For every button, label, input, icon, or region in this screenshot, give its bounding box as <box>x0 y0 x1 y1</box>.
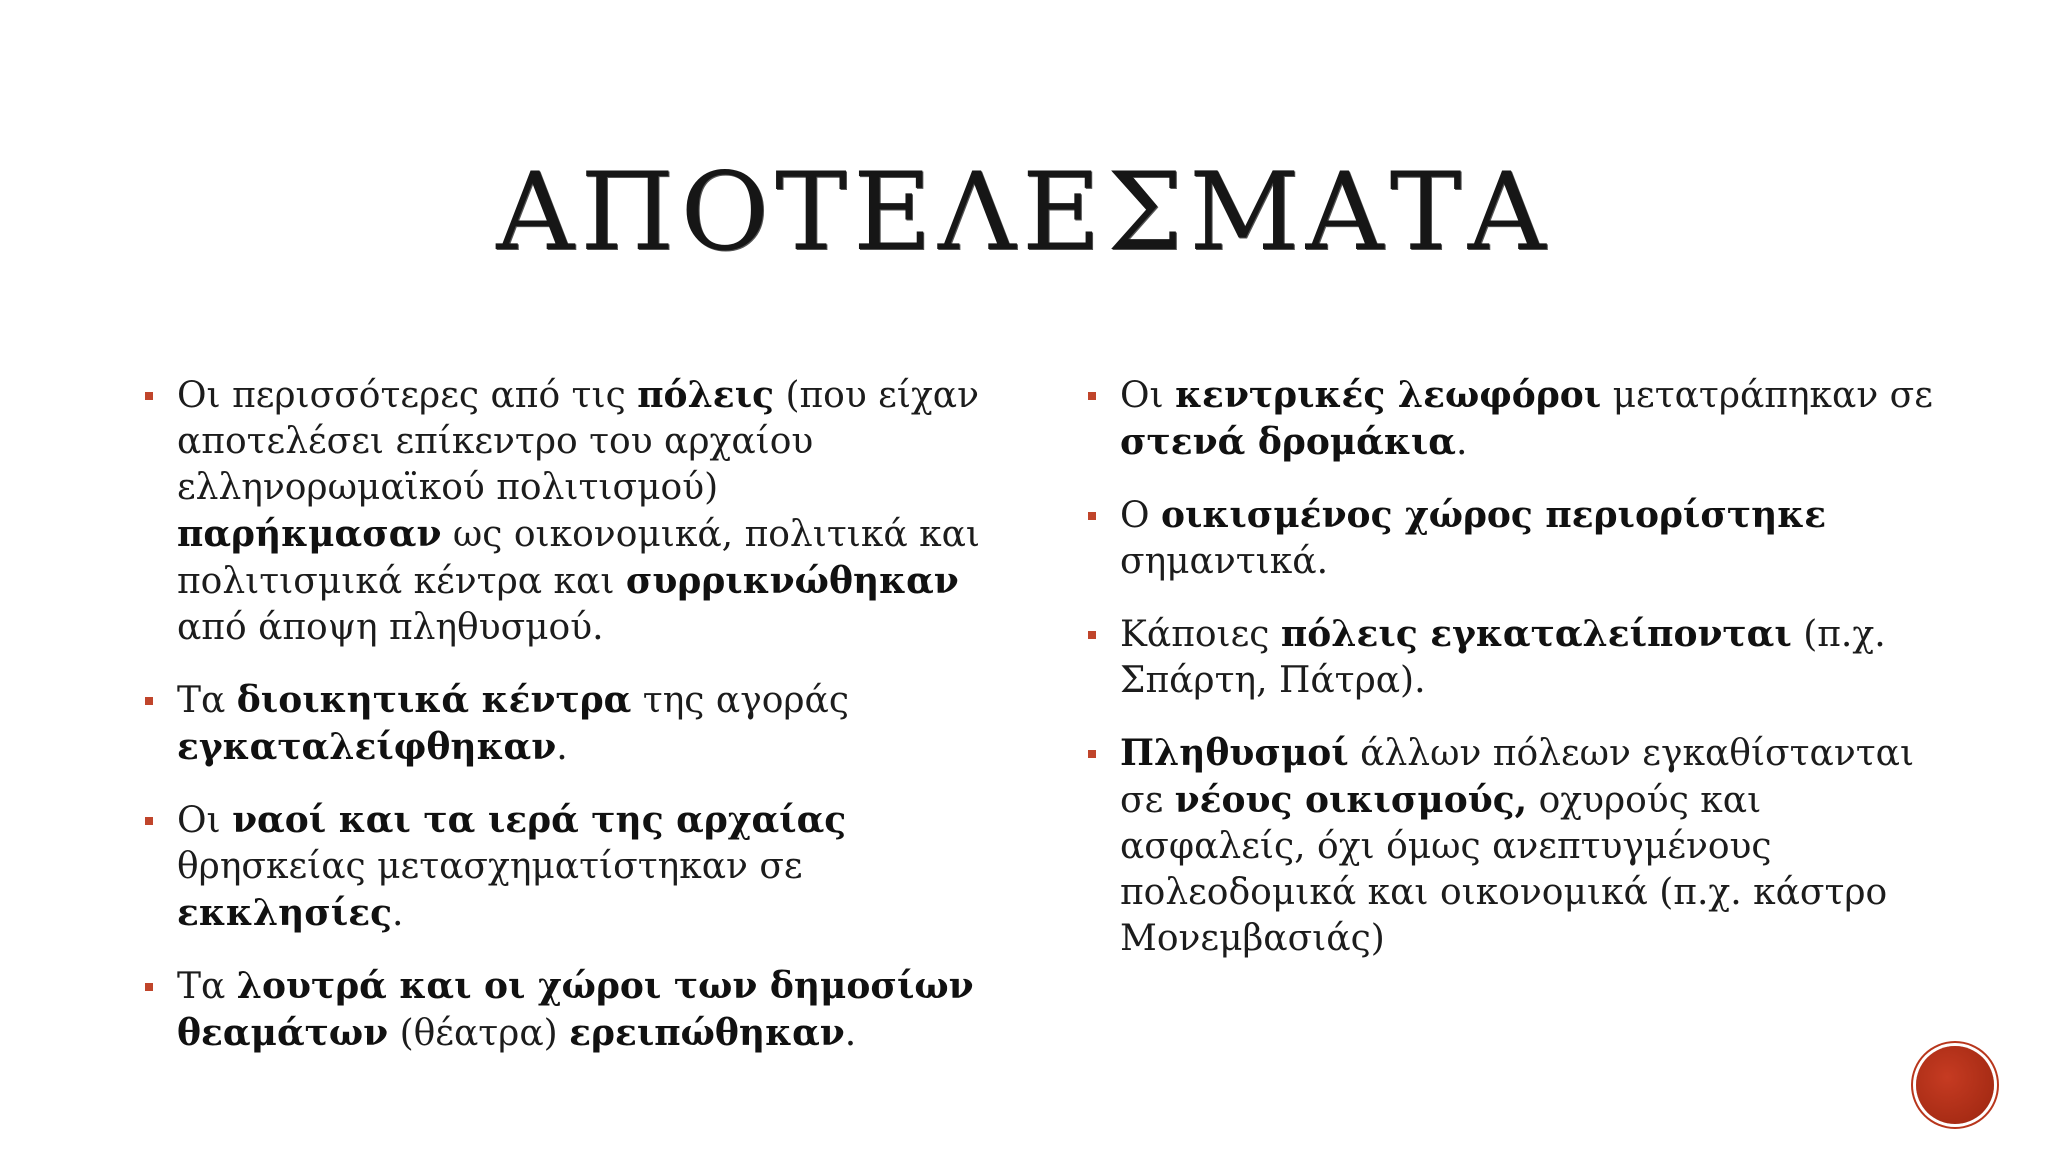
text-run: . <box>1456 422 1468 463</box>
bullet-item <box>145 963 985 1057</box>
right-bullet-list <box>1088 372 1948 988</box>
text-run: . <box>392 893 404 934</box>
slide-corner-button[interactable] <box>1916 1046 1994 1124</box>
bold-text-run: συρρικνώθηκαν <box>625 560 959 602</box>
bullet-item <box>1088 492 1948 585</box>
bold-text-run: ερειπώθηκαν <box>569 1012 845 1054</box>
bullet-item <box>145 797 985 937</box>
text-run: της αγοράς <box>631 680 850 721</box>
text-run: Κάποιες <box>1120 614 1281 655</box>
text-run: από άποψη πληθυσμού. <box>177 607 604 648</box>
bold-text-run: Πληθυσμοί <box>1120 732 1349 774</box>
text-run: Οι <box>177 800 233 841</box>
text-run: ως οικονομικά, πολιτικά και πολιτισμικά κέντρα και <box>177 514 981 602</box>
bold-text-run: κεντρικές λεωφόροι <box>1175 374 1602 416</box>
bullet-item <box>1088 372 1948 466</box>
text-run: (που είχαν αποτελέσει επίκεντρο του αρχαίου ελληνορωμαϊκού πολιτισμού) <box>177 375 979 508</box>
bullet-item <box>1088 611 1948 704</box>
text-run: (π.χ. Σπάρτη, Πάτρα). <box>1120 614 1886 701</box>
bold-text-run: εκκλησίες <box>177 892 393 934</box>
bullet-item <box>145 372 985 651</box>
text-run: (θέατρα) <box>388 1013 570 1054</box>
text-run: οχυρούς και ασφαλείς, όχι όμως ανεπτυγμένους πολεοδομικά και οικονομικά (π.χ. κάστρο Μονεμβασιάς) <box>1120 780 1888 959</box>
slide-title: ΑΠΟΤΕΛΕΣΜΑΤΑ <box>496 150 1552 275</box>
text-run: Οι <box>1120 375 1176 416</box>
text-run: θρησκείας μετασχηματίστηκαν σε <box>177 846 803 887</box>
text-run: Τα <box>177 680 237 721</box>
bold-text-run: λουτρά και οι χώροι των δημοσίων θεαμάτων <box>177 965 974 1054</box>
text-run: μετατράπηκαν σε <box>1601 375 1933 416</box>
bullet-item <box>145 677 985 771</box>
bold-text-run: στενά δρομάκια <box>1120 421 1456 463</box>
text-run: σημαντικά. <box>1120 541 1329 582</box>
text-run: άλλων πόλεων εγκαθίστανται σε <box>1120 733 1915 821</box>
bold-text-run: πόλεις <box>637 374 775 416</box>
bold-text-run: ναοί και τα ιερά της αρχαίας <box>232 799 847 841</box>
bold-text-run: πόλεις εγκαταλείπονται <box>1280 613 1792 655</box>
bold-text-run: εγκαταλείφθηκαν <box>177 726 557 768</box>
text-run: Τα <box>177 966 237 1007</box>
text-run: . <box>844 1013 857 1054</box>
text-run: Ο <box>1120 495 1161 536</box>
bold-text-run: οικισμένος χώρος περιορίστηκε <box>1160 494 1827 536</box>
text-run: Οι περισσότερες από τις <box>177 375 638 416</box>
left-bullet-list <box>145 372 985 1083</box>
bullet-item <box>1088 730 1948 962</box>
bold-text-run: παρήκμασαν <box>177 513 442 555</box>
text-run: . <box>556 727 568 768</box>
bold-text-run: διοικητικά κέντρα <box>236 679 632 721</box>
bold-text-run: νέους οικισμούς, <box>1174 779 1528 821</box>
